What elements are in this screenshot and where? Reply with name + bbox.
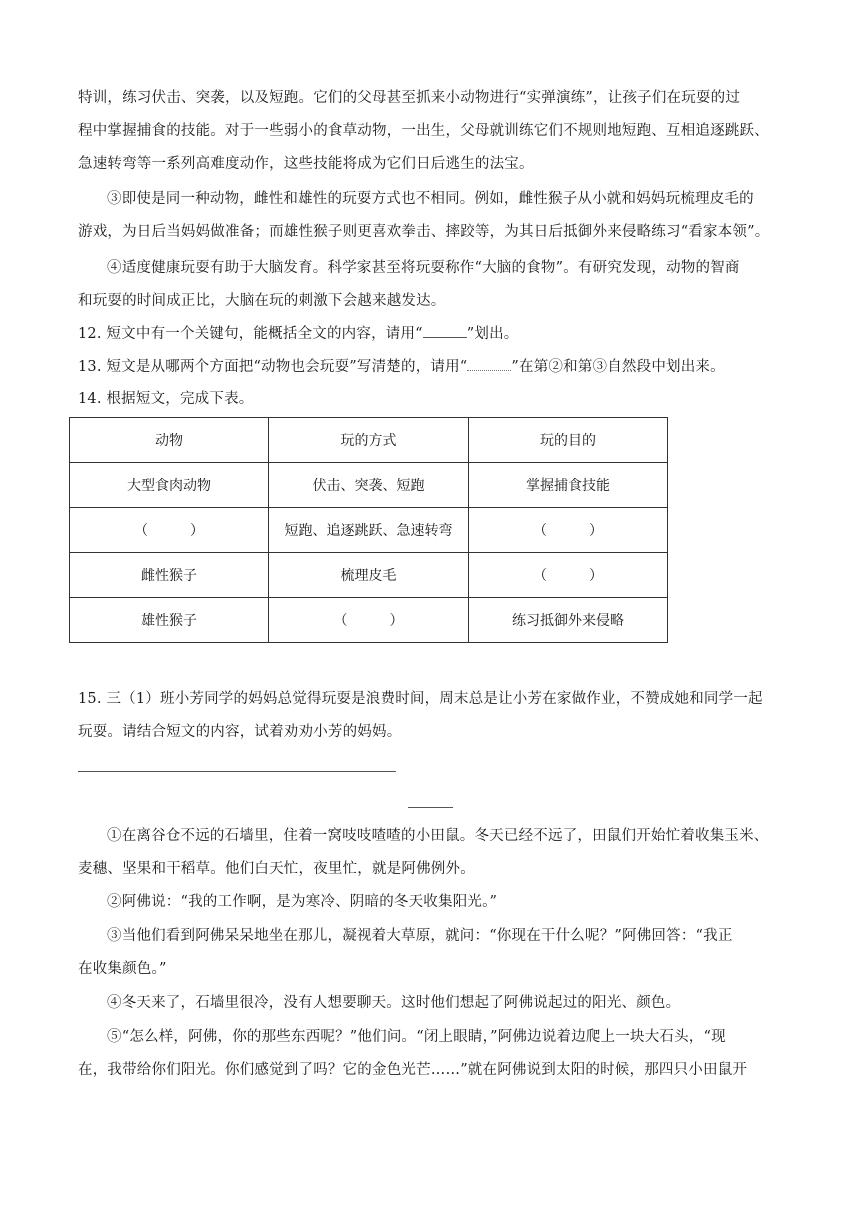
- question-13: [78, 356, 800, 377]
- table-cell: 雌性猴子: [70, 553, 269, 598]
- wavy-underline-blank: [467, 356, 511, 371]
- table-header-cell: 玩的目的: [469, 418, 668, 463]
- table-row: [70, 463, 668, 508]
- table-cell: 梳理皮毛: [269, 553, 469, 598]
- table-cell-blank[interactable]: （ ）: [70, 508, 269, 553]
- question-15-line-2: 玩耍。请结合短文的内容，试着劝劝小芳的妈妈。: [78, 724, 402, 740]
- question-13-text-a: 13. 短文是从哪两个方面把“动物也会玩耍”写清楚的，请用“: [78, 359, 468, 375]
- table-cell-blank[interactable]: （ ）: [469, 553, 668, 598]
- table-header-row: [70, 418, 668, 463]
- question-12: [78, 323, 800, 344]
- table-cell: 练习抵御外来侵略: [469, 598, 668, 643]
- story-paragraph-1-line-1: ①在离谷仓不远的石墙里，住着一窝吱吱喳喳的小田鼠。冬天已经不远了，田鼠们开始忙着收集玉米、: [107, 828, 769, 844]
- table-row: [70, 553, 668, 598]
- fill-in-table: [69, 417, 668, 643]
- table-cell: 短跑、追逐跳跃、急速转弯: [269, 508, 469, 553]
- table-cell-blank[interactable]: （ ）: [469, 508, 668, 553]
- table-row: [70, 598, 668, 643]
- story-paragraph-3-line-1: ③当他们看到阿佛呆呆地坐在那儿，凝视着大草原，就问：“你现在干什么呢？”阿佛回答：“我正: [107, 928, 733, 944]
- answer-line[interactable]: [78, 771, 396, 772]
- story-paragraph-5-line-1: ⑤“怎么样，阿佛，你的那些东西呢？”他们问。“闭上眼睛，”阿佛边说着边爬上一块大石头，“现: [107, 1029, 726, 1045]
- question-13-text-b: ”在第②和第③自然段中划出来。: [511, 359, 725, 375]
- table-cell: 掌握捕食技能: [469, 463, 668, 508]
- table-cell: 伏击、突袭、短跑: [269, 463, 469, 508]
- question-15-line-1: 15. 三（1）班小芳同学的妈妈总觉得玩耍是浪费时间，周末总是让小芳在家做作业，不赞成她和同学一起: [78, 691, 763, 707]
- story-paragraph-1-line-2: 麦穗、坚果和干稻草。他们白天忙，夜里忙，就是阿佛例外。: [78, 861, 475, 877]
- story-paragraph-4: ④冬天来了，石墙里很冷，没有人想要聊天。这时他们想起了阿佛说起过的阳光、颜色。: [107, 995, 681, 1011]
- paragraph-3-line-1: ③即使是同一种动物，雌性和雄性的玩耍方式也不相同。例如，雌性猴子从小就和妈妈玩梳理皮毛的: [107, 191, 754, 207]
- table-header-cell: 动物: [70, 418, 269, 463]
- question-12-text-b: ”划出。: [466, 326, 519, 342]
- paragraph-4-line-1: ④适度健康玩耍有助于大脑发育。科学家甚至将玩耍称作“大脑的食物”。有研究发现，动物的智商: [107, 260, 740, 276]
- question-14: 14. 根据短文，完成下表。: [78, 391, 254, 407]
- table-row: [70, 508, 668, 553]
- story-title-blank: [408, 807, 453, 808]
- story-paragraph-2: ②阿佛说：“我的工作啊，是为寒冷、阴暗的冬天收集阳光。”: [107, 894, 498, 910]
- story-paragraph-3-line-2: 在收集颜色。”: [78, 961, 167, 977]
- paragraph-4-line-2: 和玩耍的时间成正比，大脑在玩的刺激下会越来越发达。: [78, 293, 446, 309]
- underline-blank: [423, 323, 467, 338]
- paragraph-3-line-2: 游戏，为日后当妈妈做准备；而雄性猴子则更喜欢拳击、摔跤等，为其日后抵御外来侵略练习“看家本领”。: [78, 224, 770, 240]
- story-paragraph-5-line-2: 在，我带给你们阳光。你们感觉到了吗？它的金色光芒……”就在阿佛说到太阳的时候，那四只小田鼠开: [78, 1062, 748, 1078]
- question-12-text-a: 12. 短文中有一个关键句，能概括全文的内容，请用“: [78, 326, 423, 342]
- table-header-cell: 玩的方式: [269, 418, 469, 463]
- table-cell: 大型食肉动物: [70, 463, 269, 508]
- paragraph-2-cont-line-3: 急速转弯等一系列高难度动作，这些技能将成为它们日后逃生的法宝。: [78, 156, 534, 172]
- table-cell: 雄性猴子: [70, 598, 269, 643]
- paragraph-2-cont-line-2: 程中掌握捕食的技能。对于一些弱小的食草动物，一出生，父母就训练它们不规则地短跑、互相追逐跳跃、: [78, 123, 769, 139]
- table-cell-blank[interactable]: （ ）: [269, 598, 469, 643]
- paragraph-2-cont-line-1: 特训，练习伏击、突袭，以及短跑。它们的父母甚至抓来小动物进行“实弹演练”，让孩子们在玩耍的过: [78, 90, 741, 106]
